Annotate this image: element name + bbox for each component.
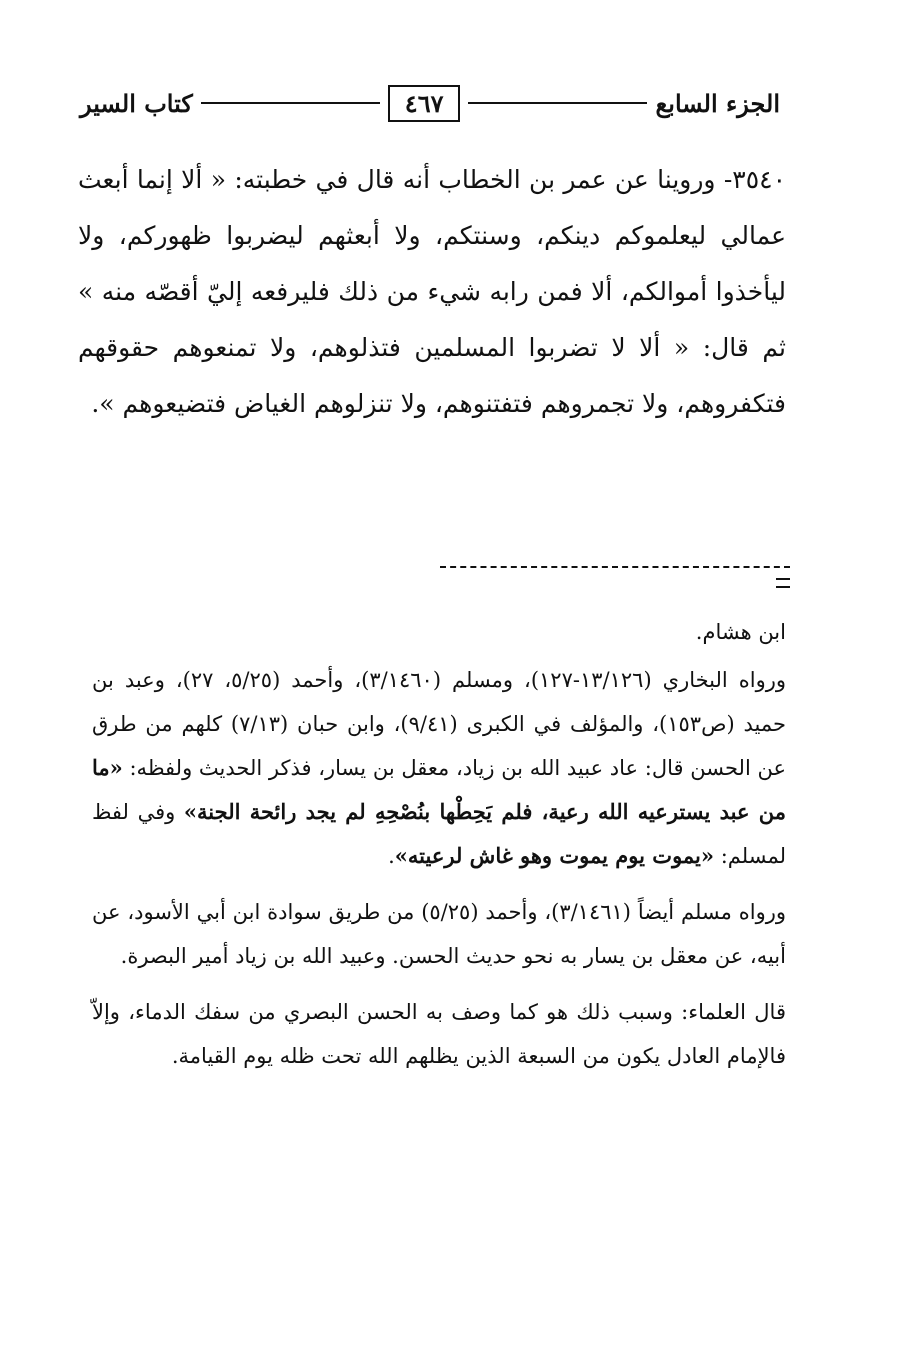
footnotes (92, 610, 786, 1090)
page-number: ٤٦٧ (388, 85, 460, 122)
main-text (78, 152, 786, 432)
book-title: كتاب السير (79, 88, 193, 118)
footnote-continuation: ابن هشام. (695, 620, 786, 644)
volume-label: الجزء السابع (655, 88, 780, 118)
hadith-paragraph: ٣٥٤٠- وروينا عن عمر بن الخطاب أنه قال في خطبته: « ألا إنما أبعث عمالي ليعلموكم دينكم، وسنتكم، ولا أبعثهم ليضربوا ظهوركم، ولا ليأخذوا أموالكم، ألا فمن رابه شيء من ذلك فليرفعه إليّ أقصّه منه » ثم قال: « ألا لا تضربوا المسلمين فتذلوهم، ولا تمنعوهم حقوقهم فتكفروهم، ولا تجمروهم فتفتنوهم، ولا تنزلوهم الغياض فتضيعوهم ». (78, 165, 786, 418)
running-header (80, 78, 780, 128)
footnote-takhrij (92, 658, 786, 878)
hadith-quote: «ما من عبد يسترعيه الله رعية، فلم يَحِطْها بنُصْحِهِ لم يجد رائحة الجنة» (92, 755, 786, 824)
footnote-muslim: ورواه مسلم أيضاً (٣/١٤٦١)، وأحمد (٥/٢٥) من طريق سوادة ابن أبي الأسود، عن أبيه، عن معقل بن يسار به نحو حديث الحسن. وعبيد الله بن زياد أمير البصرة. (92, 900, 786, 968)
footnote-separator (440, 560, 790, 590)
takhrij-text: ورواه البخاري (١٣/١٢٦-١٢٧)، ومسلم (٣/١٤٦٠)، وأحمد (٥/٢٥، ٢٧)، وعبد بن حميد (ص١٥٣)، والمؤلف في الكبرى (٩/٤١)، وابن حبان (٧/١٣) كلهم من طرق عن الحسن قال: عاد عبيد الله بن زياد، معقل بن يسار، فذكر الحديث ولفظه: (92, 668, 787, 780)
separator-equals-mark (776, 578, 790, 588)
muslim-wording: «يموت يوم يموت وهو غاش لرعيته» (394, 843, 715, 868)
footnote-scholars: قال العلماء: وسبب ذلك هو كما وصف به الحسن البصري من سفك الدماء، وإلاّ فالإمام العادل يكون من السبعة الذين يظلهم الله تحت ظله يوم القيامة. (92, 1000, 786, 1068)
header-rule-right (468, 102, 647, 104)
separator-dashes (440, 566, 790, 568)
takhrij-connector: وفي لفظ لمسلم: (92, 800, 786, 868)
header-rule-left (201, 102, 380, 104)
takhrij-end: . (388, 844, 395, 868)
